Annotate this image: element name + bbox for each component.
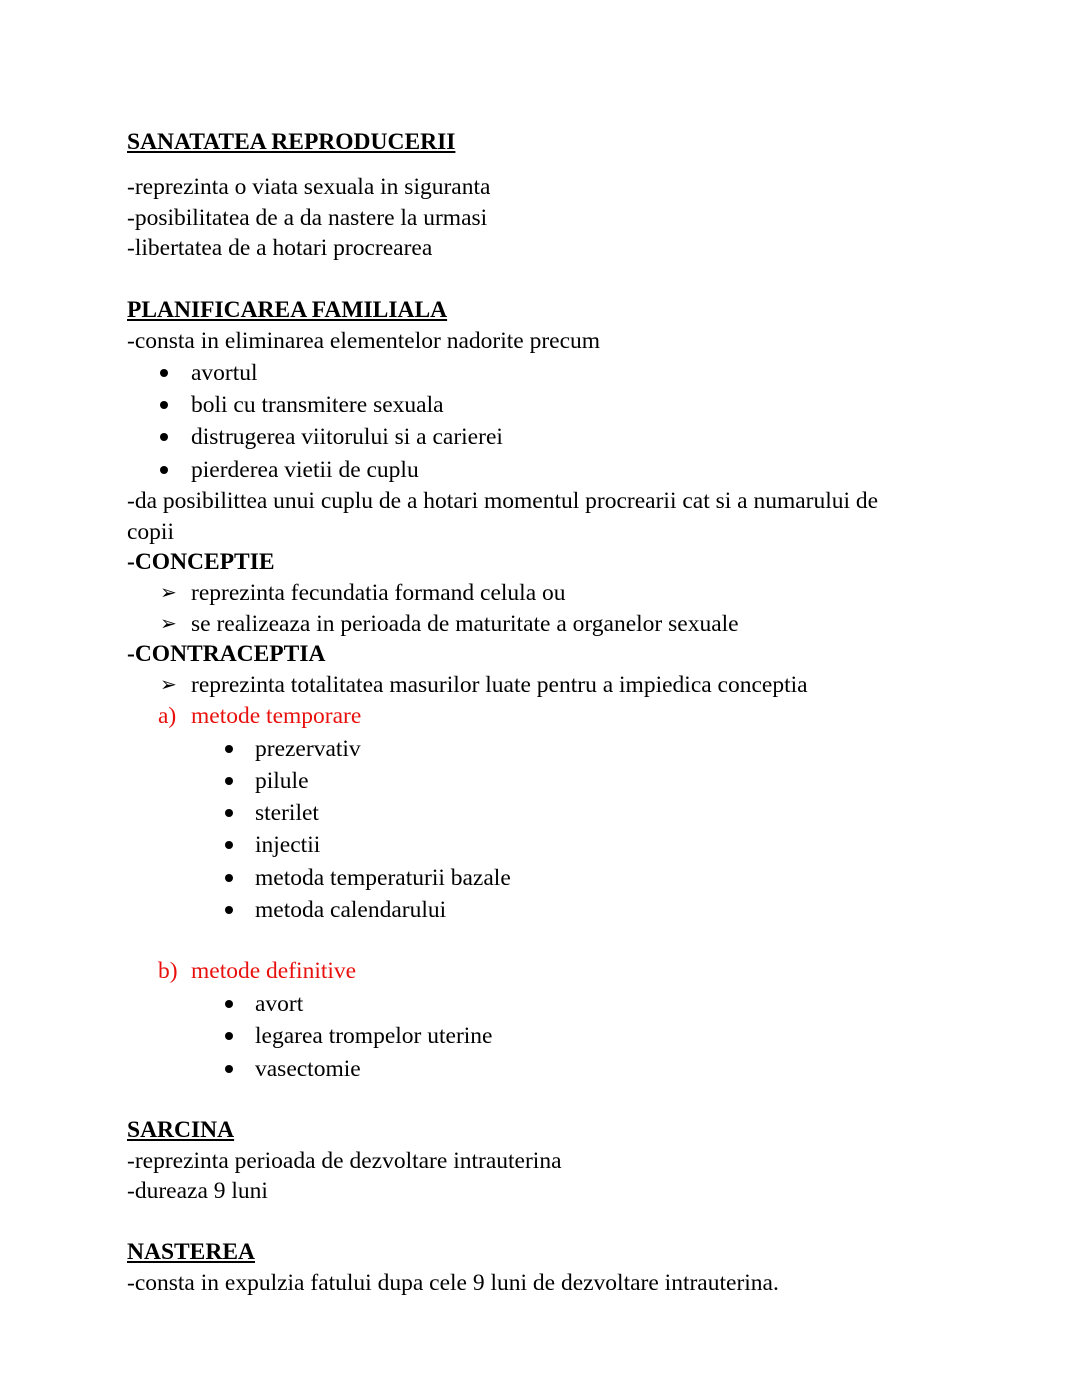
list-item: pierderea vietii de cuplu bbox=[191, 457, 419, 483]
subheading-metode-temporare: metode temporare bbox=[191, 703, 362, 729]
bullet-icon bbox=[225, 1032, 233, 1040]
text-line: copii bbox=[127, 519, 174, 545]
list-item: reprezinta fecundatia formand celula ou bbox=[191, 580, 566, 606]
heading-sanatatea: SANATATEA REPRODUCERII bbox=[127, 129, 456, 155]
text-line: -consta in expulzia fatului dupa cele 9 luni de dezvoltare intrauterina. bbox=[127, 1270, 779, 1296]
bullet-icon bbox=[225, 745, 233, 753]
list-item: metoda temperaturii bazale bbox=[255, 865, 511, 891]
heading-nasterea: NASTEREA bbox=[127, 1239, 255, 1265]
bullet-icon bbox=[225, 1000, 233, 1008]
text-line: -libertatea de a hotari procrearea bbox=[127, 235, 433, 261]
arrow-bullet-icon: ➢ bbox=[160, 613, 177, 635]
subheading-metode-definitive: metode definitive bbox=[191, 958, 357, 984]
heading-sarcina: SARCINA bbox=[127, 1117, 235, 1143]
heading-contraceptia: -CONTRACEPTIA bbox=[127, 641, 326, 667]
text-line: -reprezinta o viata sexuala in siguranta bbox=[127, 174, 491, 200]
bullet-icon bbox=[225, 1065, 233, 1073]
list-item: injectii bbox=[255, 832, 321, 858]
bullet-icon bbox=[225, 809, 233, 817]
text-line: -da posibilittea unui cuplu de a hotari momentul procrearii cat si a numarului de bbox=[127, 488, 879, 514]
list-item: avortul bbox=[191, 360, 258, 386]
bullet-icon bbox=[160, 369, 168, 377]
list-marker-b: b) bbox=[158, 958, 178, 984]
bullet-icon bbox=[225, 777, 233, 785]
bullet-icon bbox=[160, 433, 168, 441]
bullet-icon bbox=[225, 874, 233, 882]
text-line: -consta in eliminarea elementelor nadorite precum bbox=[127, 328, 601, 354]
list-item: sterilet bbox=[255, 800, 319, 826]
list-item: pilule bbox=[255, 768, 309, 794]
bullet-icon bbox=[160, 466, 168, 474]
list-item: se realizeaza in perioada de maturitate a organelor sexuale bbox=[191, 611, 739, 637]
list-item: metoda calendarului bbox=[255, 897, 447, 923]
bullet-icon bbox=[225, 841, 233, 849]
bullet-icon bbox=[160, 401, 168, 409]
list-item: reprezinta totalitatea masurilor luate pentru a impiedica conceptia bbox=[191, 672, 808, 698]
text-line: -dureaza 9 luni bbox=[127, 1178, 268, 1204]
list-item: avort bbox=[255, 991, 304, 1017]
bullet-icon bbox=[225, 906, 233, 914]
list-item: vasectomie bbox=[255, 1056, 361, 1082]
heading-conceptie: -CONCEPTIE bbox=[127, 549, 275, 575]
list-item: distrugerea viitorului si a carierei bbox=[191, 424, 503, 450]
arrow-bullet-icon: ➢ bbox=[160, 582, 177, 604]
text-line: -reprezinta perioada de dezvoltare intrauterina bbox=[127, 1148, 562, 1174]
list-item: prezervativ bbox=[255, 736, 361, 762]
list-item: boli cu transmitere sexuala bbox=[191, 392, 444, 418]
text-line: -posibilitatea de a da nastere la urmasi bbox=[127, 205, 488, 231]
list-marker-a: a) bbox=[158, 703, 177, 729]
list-item: legarea trompelor uterine bbox=[255, 1023, 493, 1049]
arrow-bullet-icon: ➢ bbox=[160, 674, 177, 696]
heading-planificarea: PLANIFICAREA FAMILIALA bbox=[127, 297, 448, 323]
